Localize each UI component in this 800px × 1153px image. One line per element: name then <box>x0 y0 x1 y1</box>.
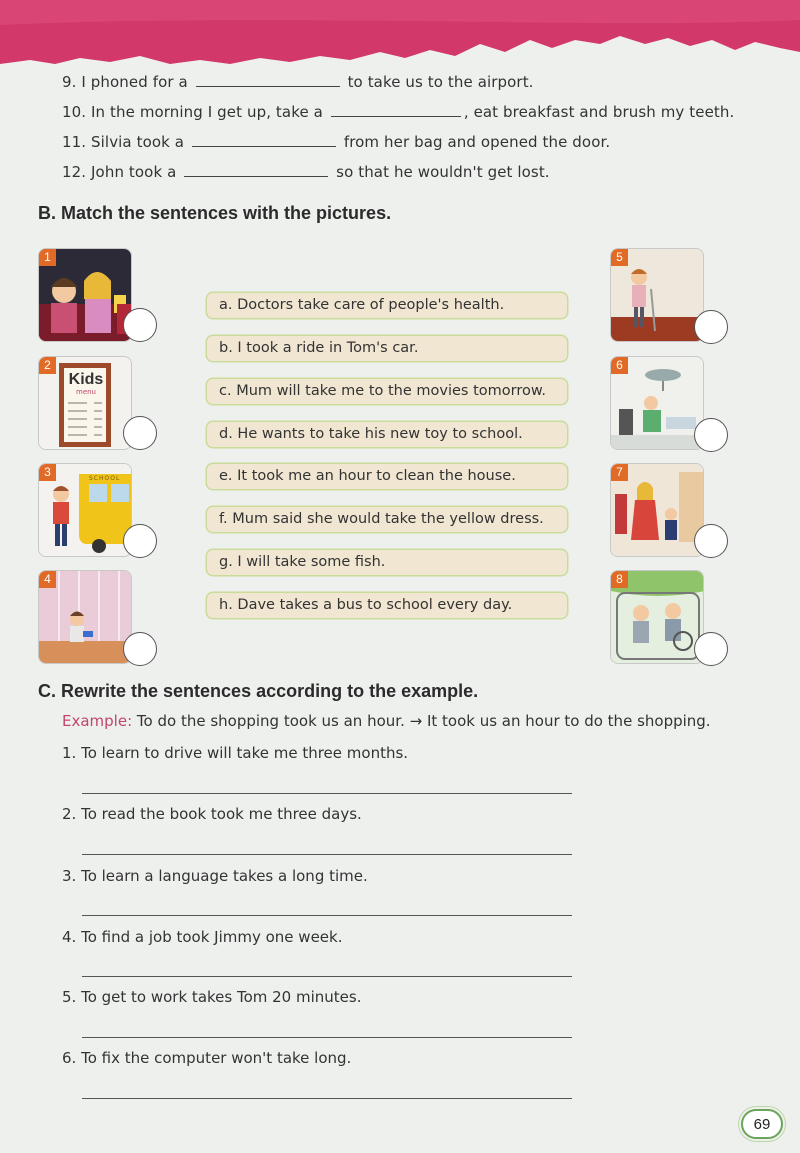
picture-number: 8 <box>611 571 628 588</box>
picture-3 <box>38 463 132 557</box>
answer-blank[interactable] <box>192 133 336 147</box>
rewrite-item-2: 2. To read the book took me three days. <box>62 805 362 823</box>
answer-circle-5[interactable] <box>694 310 728 344</box>
sentence-e: e. It took me an hour to clean the house. <box>207 464 567 489</box>
sentence-h: h. Dave takes a bus to school every day. <box>207 593 567 618</box>
picture-number: 3 <box>39 464 56 481</box>
sentence-c: c. Mum will take me to the movies tomorrow. <box>207 379 567 404</box>
page-number: 69 <box>741 1109 783 1139</box>
item-number: 10. <box>62 103 87 121</box>
answer-line-1[interactable] <box>82 793 572 794</box>
sentence-a: a. Doctors take care of people's health. <box>207 293 567 318</box>
rewrite-item-4: 4. To find a job took Jimmy one week. <box>62 928 343 946</box>
example-text: To do the shopping took us an hour. → It took us an hour to do the shopping. <box>136 712 711 730</box>
answer-circle-8[interactable] <box>694 632 728 666</box>
picture-5 <box>610 248 704 342</box>
example-line <box>62 712 711 730</box>
rewrite-item-6: 6. To fix the computer won't take long. <box>62 1049 352 1067</box>
rewrite-item-5: 5. To get to work takes Tom 20 minutes. <box>62 988 362 1006</box>
answer-circle-1[interactable] <box>123 308 157 342</box>
picture-number: 5 <box>611 249 628 266</box>
item-number: 12. <box>62 163 87 181</box>
answer-circle-6[interactable] <box>694 418 728 452</box>
answer-line-2[interactable] <box>82 854 572 855</box>
picture-7 <box>610 463 704 557</box>
section-b-title: B. Match the sentences with the pictures. <box>38 203 392 223</box>
item-text-after: from her bag and opened the door. <box>343 133 611 151</box>
example-label: Example: <box>62 712 133 730</box>
item-text-before: John took a <box>91 163 177 181</box>
answer-circle-2[interactable] <box>123 416 157 450</box>
item-text-before: I phoned for a <box>81 73 188 91</box>
picture-number: 1 <box>39 249 56 266</box>
menu-title: Kids <box>68 371 104 388</box>
section-c-title: C. Rewrite the sentences according to the example. <box>38 681 479 701</box>
item-number: 9. <box>62 73 77 91</box>
answer-blank[interactable] <box>331 103 461 117</box>
picture-number: 7 <box>611 464 628 481</box>
sentence-g: g. I will take some fish. <box>207 550 567 575</box>
rewrite-item-3: 3. To learn a language takes a long time. <box>62 867 368 885</box>
answer-circle-3[interactable] <box>123 524 157 558</box>
picture-number: 4 <box>39 571 56 588</box>
answer-line-4[interactable] <box>82 976 572 977</box>
item-text-after: so that he wouldn't get lost. <box>336 163 550 181</box>
picture-8 <box>610 570 704 664</box>
answer-line-3[interactable] <box>82 915 572 916</box>
item-text-before: In the morning I get up, take a <box>91 103 323 121</box>
picture-4 <box>38 570 132 664</box>
picture-number: 6 <box>611 357 628 374</box>
answer-blank[interactable] <box>196 73 340 87</box>
bus-label: SCHOOL <box>89 475 121 482</box>
sentence-d: d. He wants to take his new toy to school. <box>207 422 567 447</box>
fill-item-11 <box>62 133 610 151</box>
top-banner <box>0 0 800 75</box>
answer-line-5[interactable] <box>82 1037 572 1038</box>
picture-1 <box>38 248 132 342</box>
fill-item-9 <box>62 73 534 91</box>
answer-circle-4[interactable] <box>123 632 157 666</box>
item-text-before: Silvia took a <box>91 133 185 151</box>
sentence-b: b. I took a ride in Tom's car. <box>207 336 567 361</box>
answer-line-6[interactable] <box>82 1098 572 1099</box>
picture-number: 2 <box>39 357 56 374</box>
picture-6 <box>610 356 704 450</box>
fill-item-12 <box>62 163 550 181</box>
item-text-after: , eat breakfast and brush my teeth. <box>463 103 735 121</box>
answer-blank[interactable] <box>184 163 328 177</box>
rewrite-item-1: 1. To learn to drive will take me three months. <box>62 744 409 762</box>
fill-item-10 <box>62 103 734 121</box>
menu-subtitle: menu <box>76 388 96 396</box>
item-text-after: to take us to the airport. <box>347 73 534 91</box>
item-number: 11. <box>62 133 87 151</box>
sentence-f: f. Mum said she would take the yellow dress. <box>207 507 567 532</box>
picture-2 <box>38 356 132 450</box>
answer-circle-7[interactable] <box>694 524 728 558</box>
